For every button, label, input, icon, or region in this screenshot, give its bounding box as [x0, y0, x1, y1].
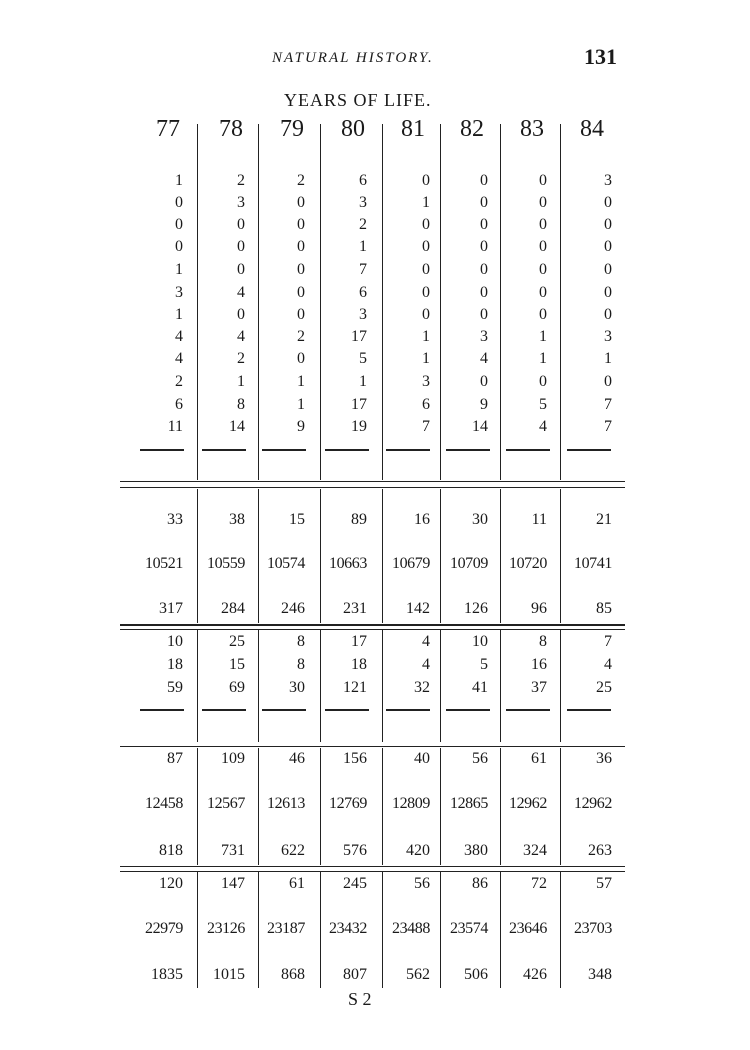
table-cell: 10574: [266, 555, 305, 572]
column-divider: [197, 124, 198, 480]
table-cell: 4: [539, 418, 547, 435]
table-cell: 231: [343, 600, 367, 617]
table-cell: 142: [406, 600, 430, 617]
underline-dash: [325, 449, 369, 451]
column-divider: [320, 489, 321, 623]
table-cell: 5: [359, 350, 367, 367]
table-cell: 12769: [328, 795, 367, 812]
table-cell: 30: [289, 679, 305, 696]
table-cell: 284: [221, 600, 245, 617]
table-cell: 4: [175, 328, 183, 345]
table-cell: 1: [422, 328, 430, 345]
table-cell: 2: [297, 172, 305, 189]
table-cell: 0: [480, 216, 488, 233]
table-cell: 6: [422, 396, 430, 413]
table-cell: 72: [531, 875, 547, 892]
table-cell: 3: [359, 194, 367, 211]
table-cell: 3: [604, 328, 612, 345]
table-cell: 10521: [144, 555, 183, 572]
table-cell: 0: [539, 216, 547, 233]
table-cell: 18: [351, 656, 367, 673]
column-divider: [258, 489, 259, 623]
table-cell: 0: [297, 261, 305, 278]
column-divider: [440, 489, 441, 623]
year-heading: 83: [520, 116, 544, 142]
table-cell: 3: [604, 172, 612, 189]
column-divider: [560, 124, 561, 480]
table-cell: 109: [221, 750, 245, 767]
signature-mark: S 2: [348, 989, 372, 1009]
table-cell: 0: [237, 216, 245, 233]
table-cell: 121: [343, 679, 367, 696]
column-divider: [500, 489, 501, 623]
table-cell: 87: [167, 750, 183, 767]
column-divider: [440, 748, 441, 865]
table-cell: 14: [229, 418, 245, 435]
rule-line: [120, 629, 625, 630]
column-divider: [560, 748, 561, 865]
table-cell: 0: [480, 306, 488, 323]
table-cell: 17: [351, 396, 367, 413]
column-divider: [382, 748, 383, 865]
table-cell: 40: [414, 750, 430, 767]
table-cell: 0: [237, 306, 245, 323]
column-divider: [382, 124, 383, 480]
column-divider: [560, 630, 561, 742]
year-heading: 81: [401, 116, 425, 142]
column-divider: [258, 872, 259, 988]
column-divider: [197, 489, 198, 623]
table-cell: 1: [297, 373, 305, 390]
column-divider: [258, 630, 259, 742]
table-cell: 420: [406, 842, 430, 859]
underline-dash: [567, 449, 611, 451]
column-divider: [440, 872, 441, 988]
table-cell: 1: [175, 306, 183, 323]
table-cell: 3: [237, 194, 245, 211]
table-cell: 7: [604, 418, 612, 435]
table-cell: 7: [359, 261, 367, 278]
column-divider: [320, 124, 321, 480]
table-cell: 0: [480, 238, 488, 255]
table-cell: 0: [604, 194, 612, 211]
year-heading: 82: [460, 116, 484, 142]
column-divider: [500, 872, 501, 988]
table-cell: 12962: [508, 795, 547, 812]
rule-line: [120, 746, 625, 747]
table-cell: 3: [175, 284, 183, 301]
table-cell: 7: [422, 418, 430, 435]
rule-line: [120, 871, 625, 872]
table-cell: 0: [604, 284, 612, 301]
table-cell: 23126: [206, 920, 245, 937]
table-cell: 731: [221, 842, 245, 859]
table-cell: 1: [359, 373, 367, 390]
table-cell: 0: [422, 238, 430, 255]
column-divider: [440, 124, 441, 480]
table-cell: 23187: [266, 920, 305, 937]
table-cell: 348: [588, 966, 612, 983]
table-cell: 0: [175, 238, 183, 255]
year-heading: 79: [280, 116, 304, 142]
table-cell: 0: [480, 373, 488, 390]
table-cell: 0: [539, 238, 547, 255]
underline-dash: [506, 449, 550, 451]
table-cell: 21: [596, 511, 612, 528]
table-cell: 85: [596, 600, 612, 617]
table-cell: 380: [464, 842, 488, 859]
table-cell: 12613: [266, 795, 305, 812]
table-cell: 38: [229, 511, 245, 528]
table-cell: 0: [297, 284, 305, 301]
table-cell: 23432: [328, 920, 367, 937]
table-cell: 32: [414, 679, 430, 696]
table-cell: 246: [281, 600, 305, 617]
table-cell: 25: [596, 679, 612, 696]
year-heading: 77: [156, 116, 180, 142]
table-cell: 3: [359, 306, 367, 323]
table-cell: 0: [604, 261, 612, 278]
table-cell: 317: [159, 600, 183, 617]
table-cell: 12567: [206, 795, 245, 812]
table-cell: 0: [422, 216, 430, 233]
column-divider: [382, 630, 383, 742]
table-cell: 4: [422, 656, 430, 673]
table-cell: 1: [297, 396, 305, 413]
table-cell: 37: [531, 679, 547, 696]
table-cell: 2: [175, 373, 183, 390]
table-cell: 2: [237, 350, 245, 367]
table-cell: 0: [480, 261, 488, 278]
table-cell: 156: [343, 750, 367, 767]
year-heading: 80: [341, 116, 365, 142]
column-divider: [258, 124, 259, 480]
table-cell: 0: [175, 194, 183, 211]
underline-dash: [140, 449, 184, 451]
table-cell: 4: [480, 350, 488, 367]
column-divider: [500, 630, 501, 742]
table-cell: 576: [343, 842, 367, 859]
table-cell: 4: [422, 633, 430, 650]
underline-dash: [386, 709, 430, 711]
table-cell: 0: [480, 284, 488, 301]
table-cell: 10679: [391, 555, 430, 572]
table-cell: 324: [523, 842, 547, 859]
table-cell: 96: [531, 600, 547, 617]
table-cell: 59: [167, 679, 183, 696]
table-cell: 0: [480, 172, 488, 189]
table-cell: 0: [422, 306, 430, 323]
table-cell: 14: [472, 418, 488, 435]
table-cell: 9: [297, 418, 305, 435]
table-cell: 7: [604, 396, 612, 413]
table-cell: 61: [289, 875, 305, 892]
table-cell: 4: [604, 656, 612, 673]
underline-dash: [262, 709, 306, 711]
table-cell: 1: [604, 350, 612, 367]
column-divider: [197, 872, 198, 988]
table-cell: 506: [464, 966, 488, 983]
table-cell: 8: [297, 633, 305, 650]
table-cell: 0: [604, 306, 612, 323]
table-cell: 0: [422, 261, 430, 278]
table-cell: 30: [472, 511, 488, 528]
table-cell: 10: [167, 633, 183, 650]
table-cell: 8: [297, 656, 305, 673]
underline-dash: [506, 709, 550, 711]
table-cell: 0: [539, 306, 547, 323]
table-cell: 0: [297, 216, 305, 233]
year-heading: 84: [580, 116, 604, 142]
table-cell: 0: [297, 306, 305, 323]
table-cell: 2: [359, 216, 367, 233]
table-cell: 120: [159, 875, 183, 892]
table-cell: 0: [237, 238, 245, 255]
table-cell: 69: [229, 679, 245, 696]
table-cell: 0: [422, 284, 430, 301]
table-cell: 1: [237, 373, 245, 390]
table-cell: 10709: [449, 555, 488, 572]
table-cell: 1: [422, 194, 430, 211]
column-divider: [320, 748, 321, 865]
table-cell: 8: [237, 396, 245, 413]
table-cell: 22979: [144, 920, 183, 937]
table-cell: 0: [604, 238, 612, 255]
table-cell: 1: [539, 350, 547, 367]
table-cell: 12809: [391, 795, 430, 812]
table-cell: 4: [175, 350, 183, 367]
table-cell: 10: [472, 633, 488, 650]
table-cell: 11: [167, 418, 183, 435]
column-divider: [382, 489, 383, 623]
table-cell: 17: [351, 633, 367, 650]
table-cell: 5: [539, 396, 547, 413]
table-cell: 263: [588, 842, 612, 859]
table-cell: 36: [596, 750, 612, 767]
table-cell: 18: [167, 656, 183, 673]
underline-dash: [140, 709, 184, 711]
rule-line: [120, 624, 625, 626]
table-cell: 868: [281, 966, 305, 983]
table-cell: 6: [359, 172, 367, 189]
table-cell: 12458: [144, 795, 183, 812]
table-cell: 25: [229, 633, 245, 650]
table-cell: 56: [414, 875, 430, 892]
table-cell: 10720: [508, 555, 547, 572]
table-cell: 5: [480, 656, 488, 673]
column-divider: [320, 872, 321, 988]
table-cell: 0: [422, 172, 430, 189]
column-divider: [258, 748, 259, 865]
table-cell: 0: [297, 350, 305, 367]
table-title: YEARS OF LIFE.: [284, 90, 432, 110]
table-cell: 0: [539, 172, 547, 189]
column-divider: [500, 124, 501, 480]
column-divider: [320, 630, 321, 742]
rule-line: [120, 866, 625, 867]
table-cell: 89: [351, 511, 367, 528]
table-cell: 0: [539, 284, 547, 301]
underline-dash: [202, 449, 246, 451]
rule-line: [120, 487, 625, 488]
table-cell: 12865: [449, 795, 488, 812]
table-cell: 7: [604, 633, 612, 650]
column-divider: [197, 630, 198, 742]
table-cell: 46: [289, 750, 305, 767]
table-cell: 23488: [391, 920, 430, 937]
table-cell: 2: [237, 172, 245, 189]
table-cell: 0: [539, 194, 547, 211]
table-cell: 10663: [328, 555, 367, 572]
table-cell: 0: [480, 194, 488, 211]
table-cell: 245: [343, 875, 367, 892]
table-cell: 86: [472, 875, 488, 892]
table-cell: 426: [523, 966, 547, 983]
table-cell: 0: [175, 216, 183, 233]
table-cell: 16: [531, 656, 547, 673]
rule-line: [120, 481, 625, 482]
table-cell: 807: [343, 966, 367, 983]
table-cell: 1: [175, 261, 183, 278]
table-cell: 4: [237, 328, 245, 345]
table-cell: 61: [531, 750, 547, 767]
table-cell: 1: [359, 238, 367, 255]
table-cell: 23574: [449, 920, 488, 937]
table-cell: 0: [297, 238, 305, 255]
table-cell: 57: [596, 875, 612, 892]
table-cell: 4: [237, 284, 245, 301]
table-cell: 1835: [151, 966, 183, 983]
page-number: 131: [584, 44, 617, 69]
table-cell: 0: [297, 194, 305, 211]
table-cell: 0: [237, 261, 245, 278]
table-cell: 126: [464, 600, 488, 617]
table-cell: 15: [229, 656, 245, 673]
table-cell: 1: [539, 328, 547, 345]
underline-dash: [446, 449, 490, 451]
running-head: NATURAL HISTORY.: [272, 50, 434, 66]
table-cell: 19: [351, 418, 367, 435]
table-cell: 8: [539, 633, 547, 650]
underline-dash: [202, 709, 246, 711]
column-divider: [560, 872, 561, 988]
table-cell: 1: [175, 172, 183, 189]
table-cell: 10741: [573, 555, 612, 572]
column-divider: [560, 489, 561, 623]
table-cell: 622: [281, 842, 305, 859]
table-cell: 818: [159, 842, 183, 859]
table-cell: 9: [480, 396, 488, 413]
table-cell: 16: [414, 511, 430, 528]
table-cell: 12962: [573, 795, 612, 812]
table-cell: 2: [297, 328, 305, 345]
underline-dash: [325, 709, 369, 711]
table-cell: 56: [472, 750, 488, 767]
table-cell: 41: [472, 679, 488, 696]
table-cell: 3: [480, 328, 488, 345]
table-cell: 15: [289, 511, 305, 528]
table-cell: 1015: [213, 966, 245, 983]
table-cell: 11: [531, 511, 547, 528]
table-cell: 6: [359, 284, 367, 301]
underline-dash: [386, 449, 430, 451]
column-divider: [382, 872, 383, 988]
table-cell: 0: [604, 373, 612, 390]
table-cell: 3: [422, 373, 430, 390]
table-cell: 23703: [573, 920, 612, 937]
underline-dash: [446, 709, 490, 711]
underline-dash: [567, 709, 611, 711]
column-divider: [500, 748, 501, 865]
table-cell: 6: [175, 396, 183, 413]
underline-dash: [262, 449, 306, 451]
table-cell: 33: [167, 511, 183, 528]
table-cell: 1: [422, 350, 430, 367]
table-cell: 10559: [206, 555, 245, 572]
column-divider: [197, 748, 198, 865]
table-cell: 17: [351, 328, 367, 345]
table-cell: 0: [539, 261, 547, 278]
table-cell: 0: [539, 373, 547, 390]
table-cell: 562: [406, 966, 430, 983]
table-cell: 147: [221, 875, 245, 892]
column-divider: [440, 630, 441, 742]
year-heading: 78: [219, 116, 243, 142]
table-cell: 0: [604, 216, 612, 233]
table-cell: 23646: [508, 920, 547, 937]
